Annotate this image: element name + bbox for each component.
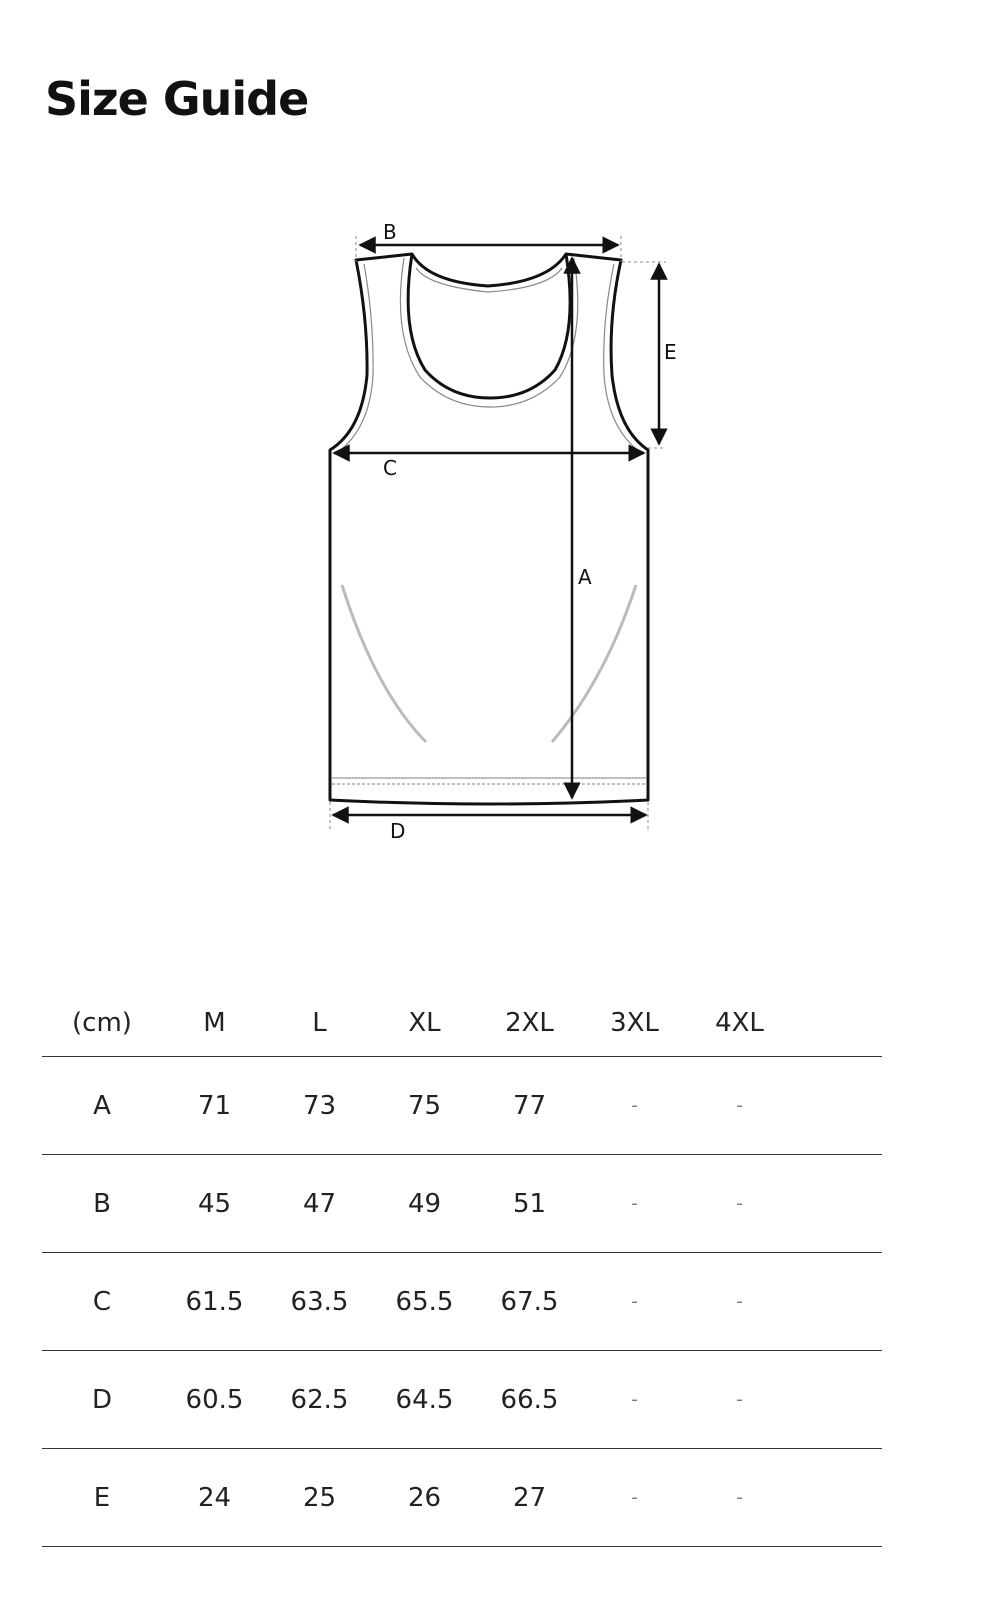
header-size-3xl: 3XL — [582, 990, 687, 1057]
table-cell: 63.5 — [267, 1253, 372, 1351]
row-label: B — [42, 1155, 162, 1253]
table-row — [42, 1253, 882, 1351]
measure-e-label: E — [664, 340, 677, 364]
row-label: D — [42, 1351, 162, 1449]
measure-a-label: A — [578, 565, 592, 589]
measure-b-label: B — [383, 220, 397, 244]
table-cell: - — [582, 1155, 687, 1253]
table-cell: 66.5 — [477, 1351, 582, 1449]
table-cell: - — [687, 1253, 792, 1351]
table-cell: 27 — [477, 1449, 582, 1547]
table-cell: 47 — [267, 1155, 372, 1253]
table-cell: 73 — [267, 1057, 372, 1155]
table-cell-spacer — [792, 1057, 882, 1155]
table-cell-spacer — [792, 1253, 882, 1351]
row-label: C — [42, 1253, 162, 1351]
table-cell-spacer — [792, 1155, 882, 1253]
table-cell-spacer — [792, 1449, 882, 1547]
table-cell: 49 — [372, 1155, 477, 1253]
header-size-m: M — [162, 990, 267, 1057]
table-cell: 25 — [267, 1449, 372, 1547]
table-cell: 75 — [372, 1057, 477, 1155]
table-cell: 65.5 — [372, 1253, 477, 1351]
table-row — [42, 1057, 882, 1155]
unit-label: (cm) — [42, 990, 162, 1057]
header-size-xl: XL — [372, 990, 477, 1057]
header-size-2xl: 2XL — [477, 990, 582, 1057]
table-cell: 60.5 — [162, 1351, 267, 1449]
table-cell: 67.5 — [477, 1253, 582, 1351]
table-cell: - — [687, 1351, 792, 1449]
tank-top-measurement-diagram — [0, 200, 1000, 880]
size-table — [42, 990, 882, 1547]
header-size-4xl: 4XL — [687, 990, 792, 1057]
table-cell: 26 — [372, 1449, 477, 1547]
table-cell: - — [582, 1057, 687, 1155]
table-cell: - — [687, 1449, 792, 1547]
table-row — [42, 1155, 882, 1253]
table-cell: - — [582, 1253, 687, 1351]
measure-c-label: C — [383, 456, 397, 480]
size-table-header-row — [42, 990, 882, 1057]
row-label: A — [42, 1057, 162, 1155]
table-cell: - — [582, 1449, 687, 1547]
table-row — [42, 1449, 882, 1547]
table-cell: 45 — [162, 1155, 267, 1253]
table-cell: - — [687, 1155, 792, 1253]
tank-top-outline — [330, 254, 648, 804]
table-cell: 51 — [477, 1155, 582, 1253]
table-cell: 77 — [477, 1057, 582, 1155]
table-cell: 24 — [162, 1449, 267, 1547]
page-title: Size Guide — [45, 72, 309, 126]
header-spacer — [792, 990, 882, 1057]
table-row — [42, 1351, 882, 1449]
table-cell: - — [687, 1057, 792, 1155]
table-cell: 71 — [162, 1057, 267, 1155]
table-cell: 61.5 — [162, 1253, 267, 1351]
table-cell-spacer — [792, 1351, 882, 1449]
header-size-l: L — [267, 990, 372, 1057]
row-label: E — [42, 1449, 162, 1547]
measure-d-label: D — [390, 819, 406, 843]
table-cell: - — [582, 1351, 687, 1449]
table-cell: 64.5 — [372, 1351, 477, 1449]
table-cell: 62.5 — [267, 1351, 372, 1449]
